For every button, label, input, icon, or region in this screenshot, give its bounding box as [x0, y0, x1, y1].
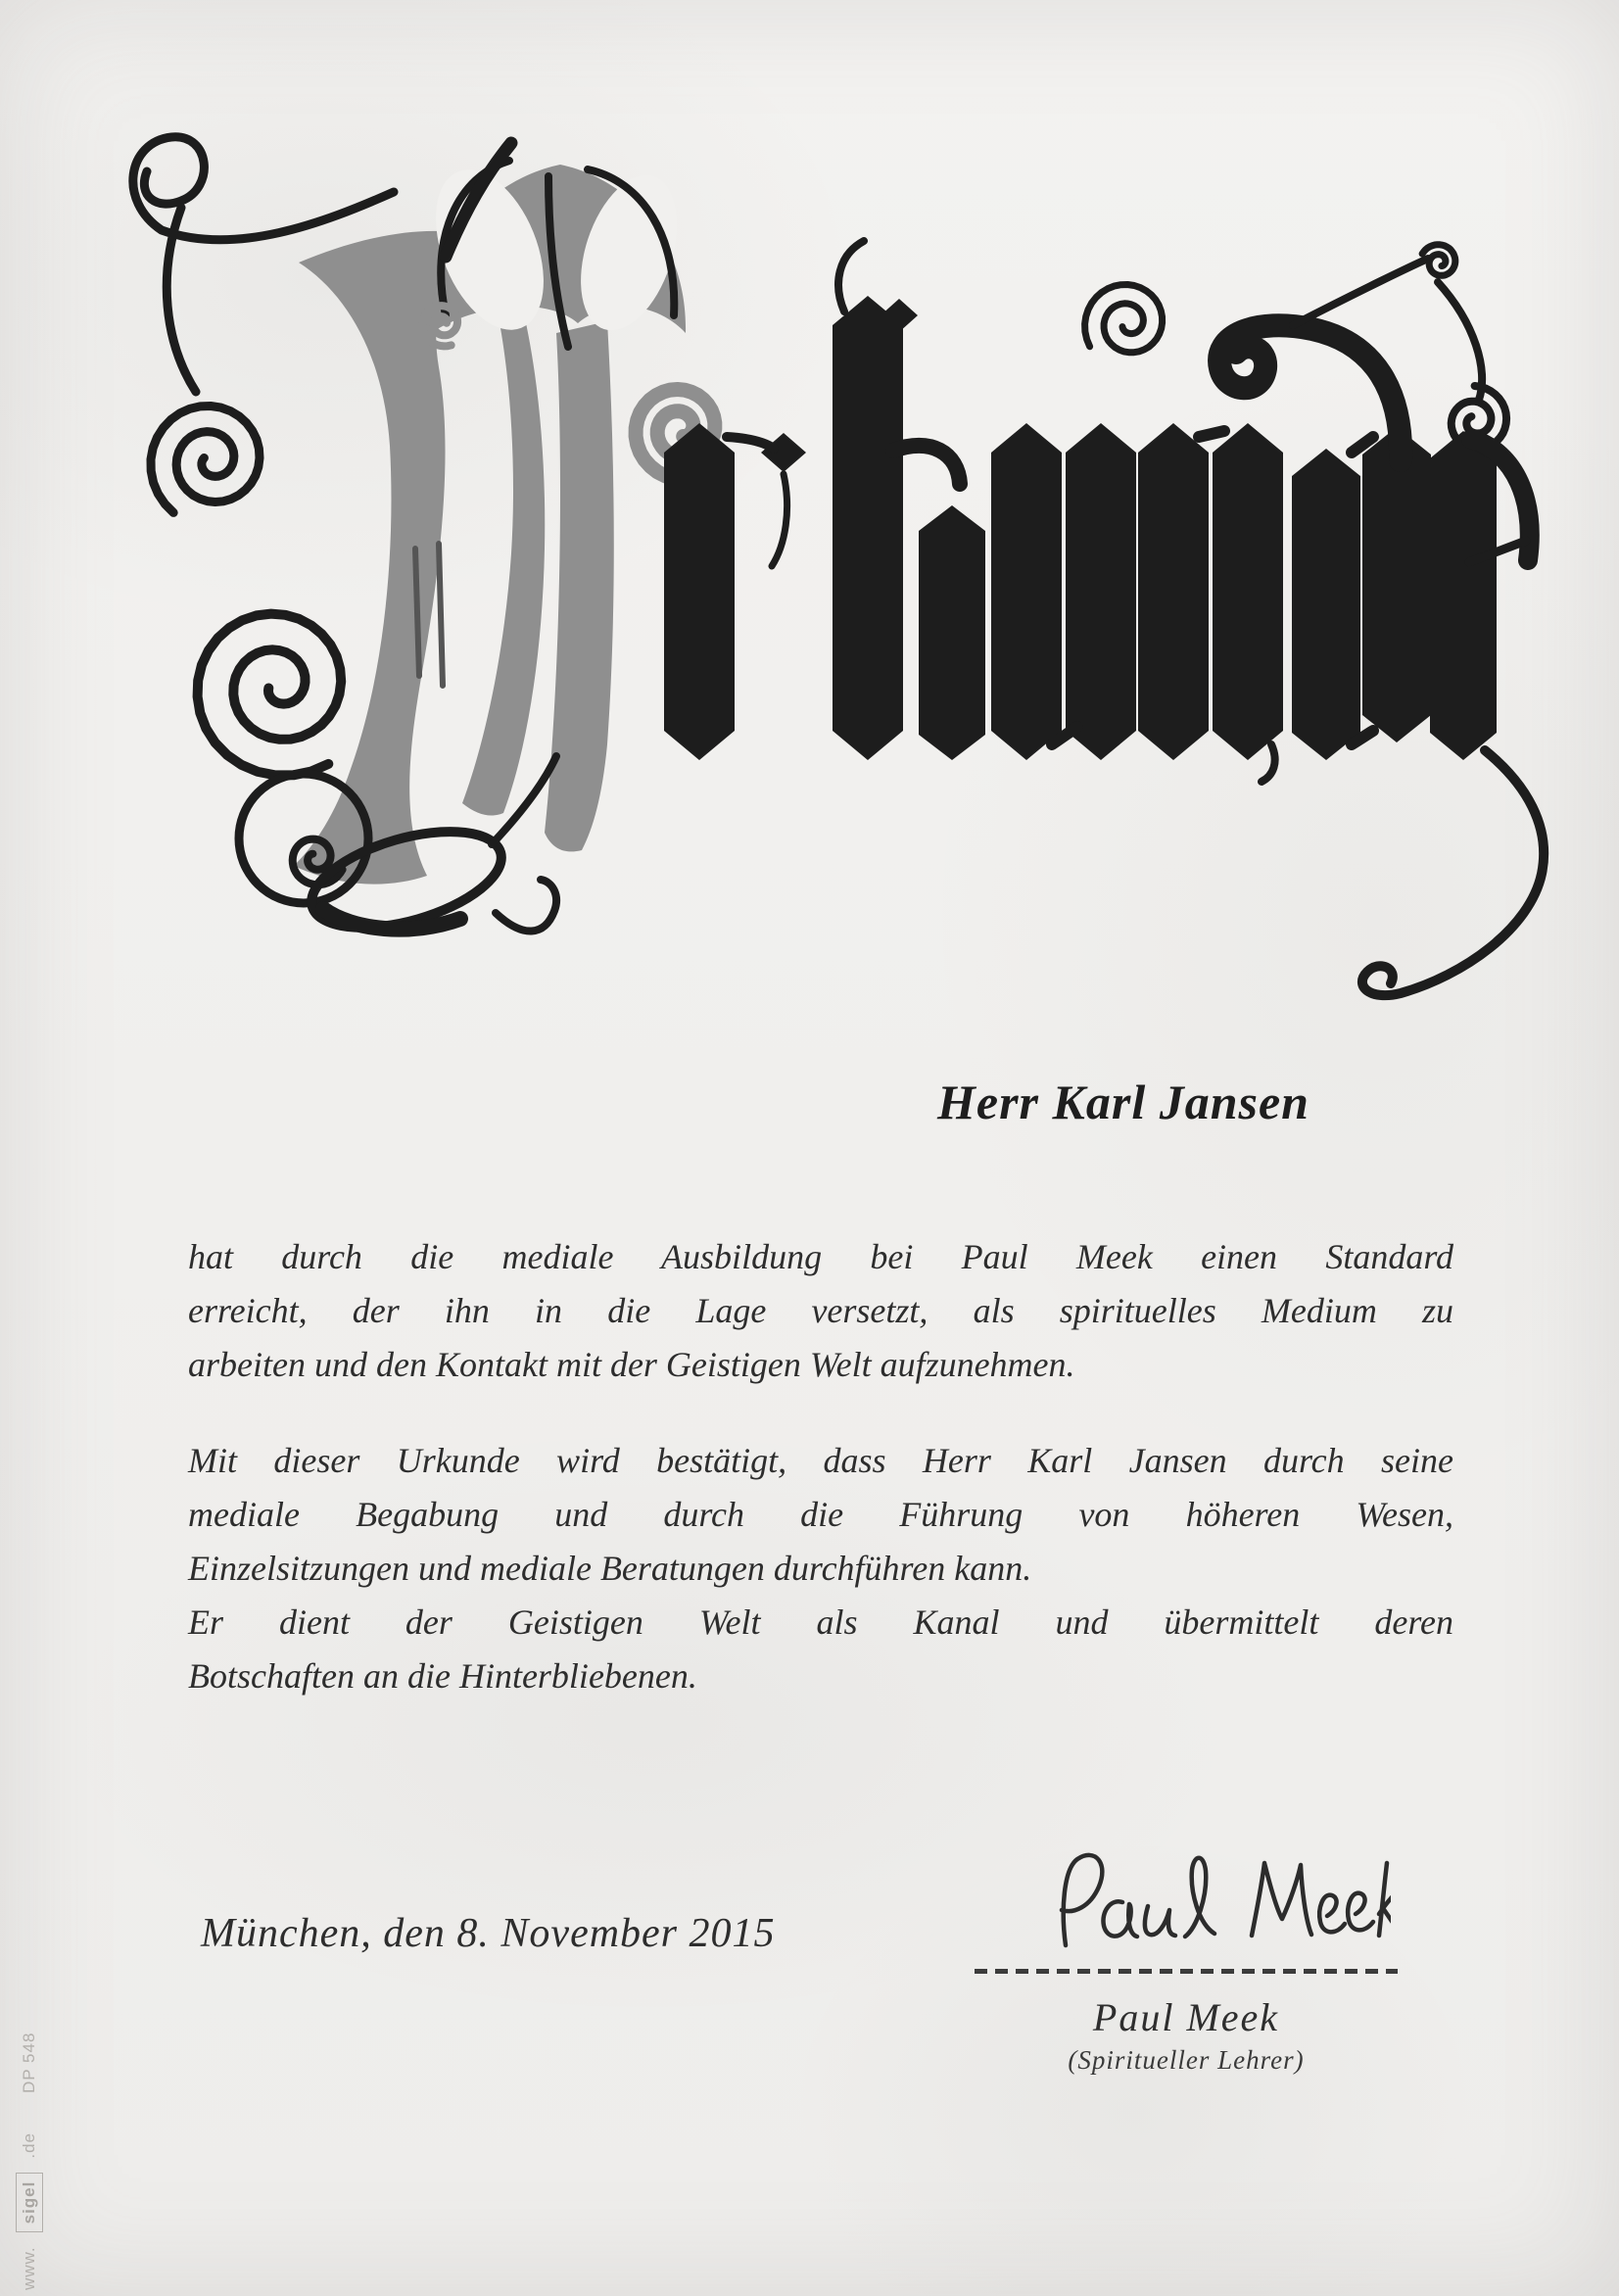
body-line: Mit dieser Urkunde wird bestätigt, dass Herr Karl Jansen durch seine	[188, 1441, 1453, 1480]
recipient-name: Herr Karl Jansen	[937, 1075, 1309, 1129]
place-date: München, den 8. November 2015	[201, 1911, 776, 1956]
body-line: mediale Begabung und durch die Führung von höheren Wesen,	[188, 1495, 1453, 1534]
vendor-logo: sigel	[16, 2173, 43, 2233]
signature-line	[975, 1969, 1398, 1974]
signature-handwriting	[1028, 1842, 1391, 1969]
body-paragraph-2	[188, 1434, 1453, 1703]
vendor-url-prefix: www.	[20, 2246, 38, 2290]
vendor-url-suffix: .de	[20, 2131, 38, 2159]
body-line: hat durch die mediale Ausbildung bei Paul Meek einen Standard	[188, 1237, 1453, 1276]
title-calligraphy	[0, 0, 1619, 1077]
body-paragraph-1	[188, 1230, 1453, 1392]
body-line: Einzelsitzungen und mediale Beratungen durchführen kann.	[188, 1549, 1032, 1588]
body-line: arbeiten und den Kontakt mit der Geistigen Welt aufzunehmen.	[188, 1345, 1075, 1384]
body-line: erreicht, der ihn in die Lage versetzt, als spirituelles Medium zu	[188, 1291, 1453, 1330]
signer-printed-name: Paul Meek	[1092, 1995, 1280, 2039]
signer-role: (Spiritueller Lehrer)	[1068, 2045, 1305, 2075]
product-code: DP 548	[20, 2032, 38, 2093]
edge-vendor-mark	[16, 2033, 43, 2290]
body-line: Botschaften an die Hinterbliebenen.	[188, 1656, 697, 1696]
body-line: Er dient der Geistigen Welt als Kanal und übermittelt deren	[188, 1602, 1453, 1642]
